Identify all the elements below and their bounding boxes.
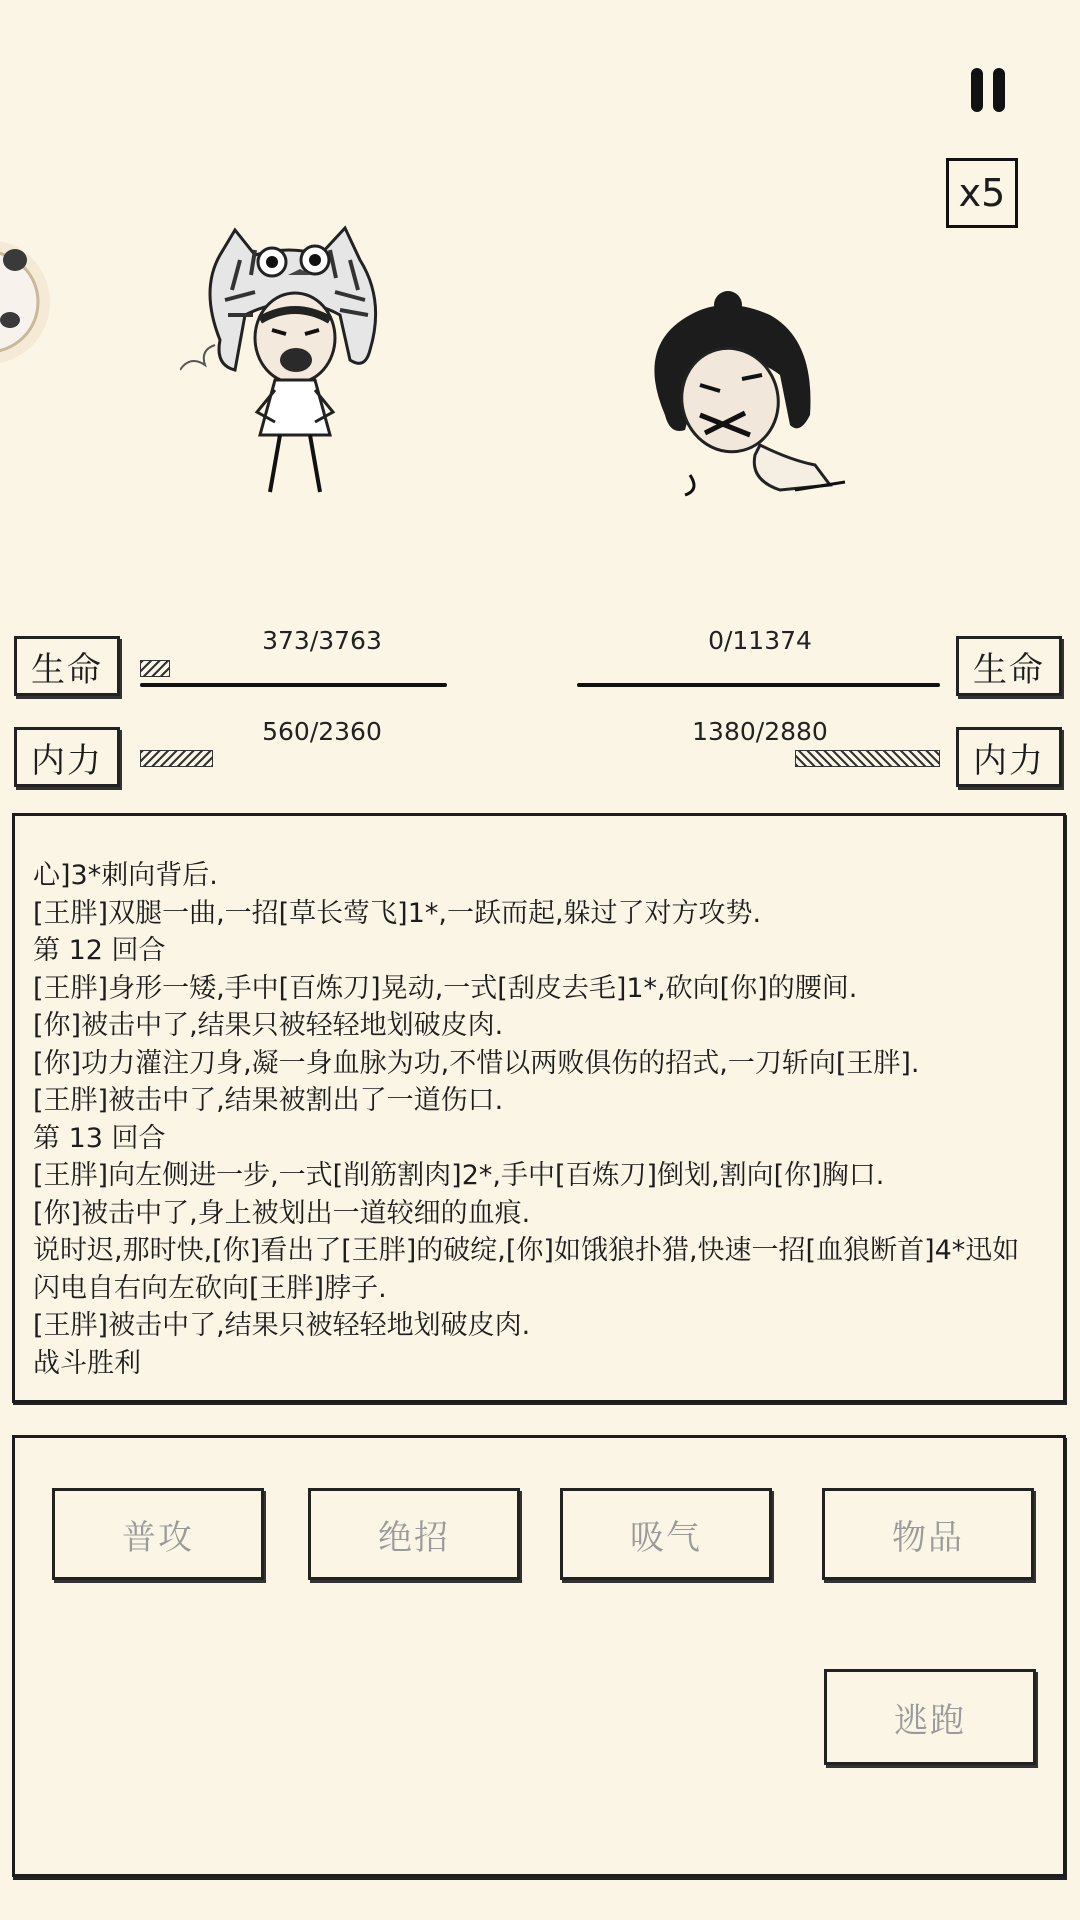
log-line: 心]3*刺向背后. xyxy=(33,860,218,891)
player-mp-bar xyxy=(140,750,213,767)
enemy-mp-value: 1380/2880 xyxy=(692,717,828,746)
items-button[interactable]: 物品 xyxy=(822,1488,1034,1580)
enemy-mp-label: 内力 xyxy=(956,727,1062,787)
player-mp-value: 560/2360 xyxy=(262,717,382,746)
action-panel xyxy=(12,1435,1066,1877)
log-line: [王胖]双腿一曲,一招[草长莺飞]1*,一跃而起,躲过了对方攻势. xyxy=(33,897,762,929)
enemy-hp-track xyxy=(577,683,940,687)
enemy-mp-bar xyxy=(795,750,940,767)
battle-log[interactable] xyxy=(12,813,1066,1403)
log-line: [王胖]身形一矮,手中[百炼刀]晃动,一式[刮皮去毛]1*,砍向[你]的腰间. xyxy=(33,972,858,1004)
battle-log-lines xyxy=(33,857,1045,1382)
pause-button[interactable] xyxy=(967,68,1009,116)
pause-icon xyxy=(971,68,983,112)
log-line: 战斗胜利 xyxy=(33,1347,141,1379)
attack-button[interactable]: 普攻 xyxy=(52,1488,264,1580)
player-mp-label: 内力 xyxy=(14,727,120,787)
enemy-hp-value: 0/11374 xyxy=(708,626,812,655)
breathe-button[interactable]: 吸气 xyxy=(560,1488,772,1580)
flee-button[interactable]: 逃跑 xyxy=(824,1669,1036,1765)
enemy-hp-label: 生命 xyxy=(956,636,1062,696)
log-line: [王胖]被击中了,结果被割出了一道伤口. xyxy=(33,1085,504,1116)
panda-avatar-icon[interactable] xyxy=(0,232,54,372)
player-hp-bar xyxy=(140,660,170,677)
log-line: [王胖]向左侧进一步,一式[削筋割肉]2*,手中[百炼刀]倒划,割向[你]胸口. xyxy=(33,1160,885,1191)
speed-toggle-button[interactable]: x5 xyxy=(946,158,1018,228)
player-character xyxy=(180,220,410,500)
log-line: [你]被击中了,结果只被轻轻地划破皮肉. xyxy=(33,1010,504,1041)
log-line: [你]被击中了,身上被划出一道较细的血痕. xyxy=(33,1197,531,1229)
log-line: 说时迟,那时快,[你]看出了[王胖]的破绽,[你]如饿狼扑猎,快速一招[血狼断首]4*迅如闪电自右向左砍向[王胖]脖子. xyxy=(33,1235,1020,1304)
enemy-character xyxy=(630,285,850,505)
special-move-button[interactable]: 绝招 xyxy=(308,1488,520,1580)
player-hp-track xyxy=(140,683,447,687)
player-hp-label: 生命 xyxy=(14,636,120,696)
player-hp-value: 373/3763 xyxy=(262,626,382,655)
log-line: [王胖]被击中了,结果只被轻轻地划破皮肉. xyxy=(33,1310,531,1341)
log-line: [你]功力灌注刀身,凝一身血脉为功,不惜以两败俱伤的招式,一刀斩向[王胖]. xyxy=(33,1047,920,1079)
log-line: 第 12 回合 xyxy=(33,935,166,966)
log-line: 第 13 回合 xyxy=(33,1122,166,1154)
